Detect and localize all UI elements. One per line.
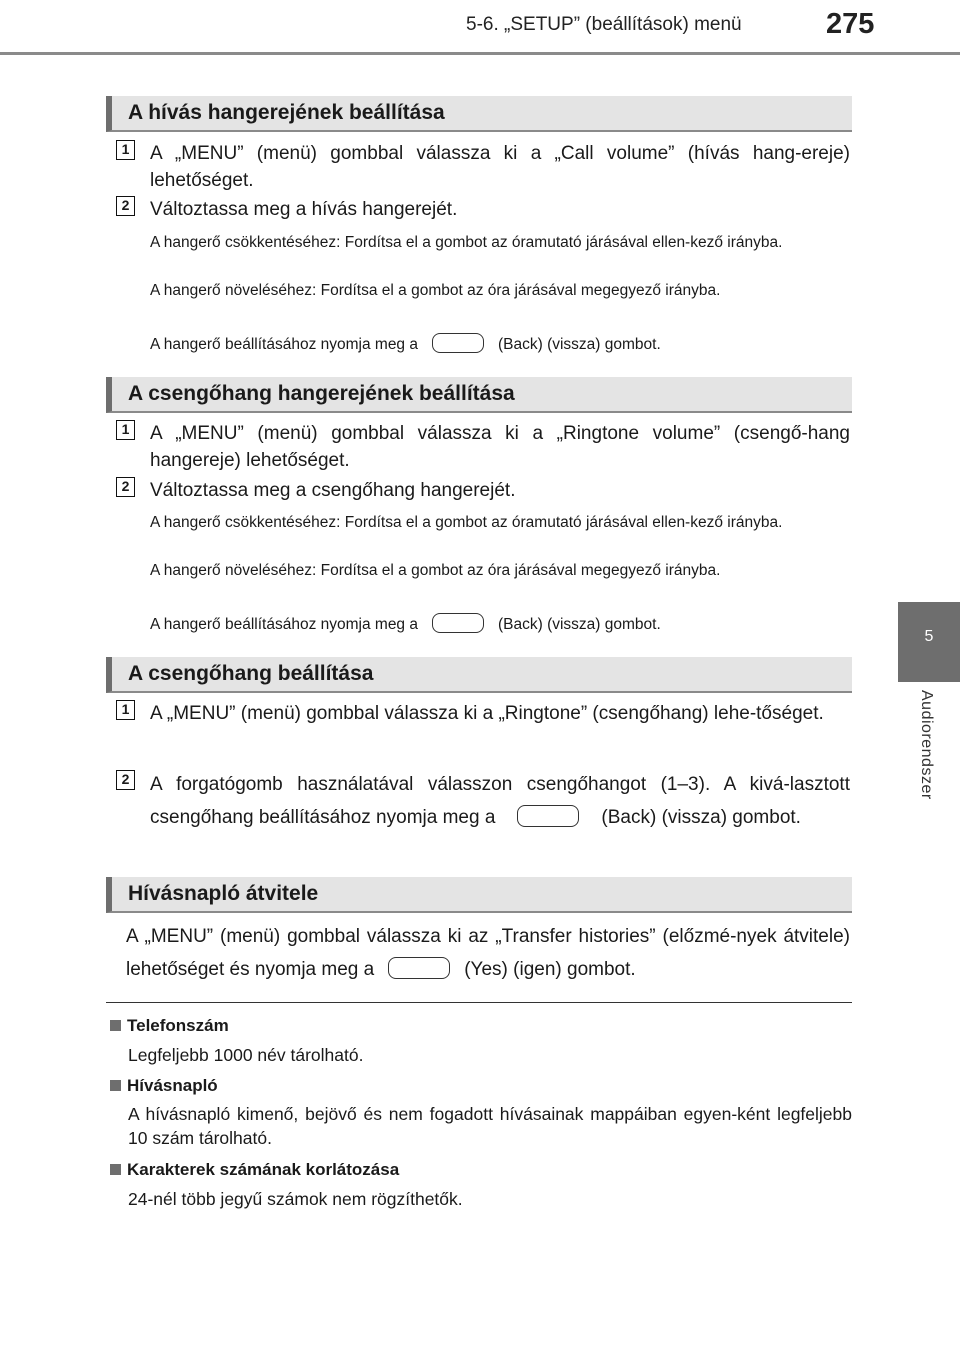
running-header: 5-6. „SETUP” (beállítások) menü [466,14,742,35]
chapter-label: Audiorendszer [918,690,935,800]
note-heading [110,1160,399,1180]
section-heading-text: A csengőhang hangerejének beállítása [128,382,515,405]
note-title: Karakterek számának korlátozása [127,1160,400,1179]
section-text-part: (Yes) (igen) gombot. [464,959,636,980]
note-title: Hívásnapló [127,1076,218,1095]
step-text-part: (Back) (vissza) gombot. [601,807,801,828]
section-heading-ringtone [106,657,852,693]
step-text [150,768,850,834]
step-note-back [150,335,850,355]
back-button-icon [517,805,579,827]
note-heading [110,1076,218,1096]
section-heading-ringtone-volume [106,377,852,413]
note-body: Legfeljebb 1000 név tárolható. [128,1045,364,1065]
section-heading-text: Hívásnapló átvitele [128,882,319,905]
step-number: 2 [116,770,135,790]
step-number: 2 [116,196,135,216]
step-text: A „MENU” (menü) gombbal válassza ki a „Ringtone volume” (csengő-hang hangereje) lehetőséget. [150,423,850,471]
note-heading [110,1016,229,1036]
step-text-part: A forgatógomb használatával válasszon csengőhangot (1–3). A kivá-lasztott csengőhang beállításához nyomja meg a [150,774,850,828]
section-heading-text: A hívás hangerejének beállítása [128,101,445,124]
step-text: Változtassa meg a csengőhang hangerejét. [150,480,516,501]
square-bullet-icon [110,1020,121,1031]
yes-button-icon [388,957,450,979]
step-number: 1 [116,700,135,720]
square-bullet-icon [110,1080,121,1091]
section-text-part: A „MENU” (menü) gombbal válassza ki az „Transfer histories” (előzmé-nyek átvitele) lehetőséget és nyomja meg a [126,926,850,980]
note-text: (Back) (vissza) gombot. [497,336,661,354]
step-note: A hangerő növeléséhez: Fordítsa el a gombot az óra járásával megegyező irányba. [150,562,721,579]
chapter-tab [898,602,960,682]
section-heading-call-volume [106,96,852,132]
note-body: 24-nél több jegyű számok nem rögzíthetők. [128,1189,463,1209]
step-note: A hangerő csökkentéséhez: Fordítsa el a gombot az óramutató járásával ellen-kező irányba. [150,234,783,251]
step-text: A „MENU” (menü) gombbal válassza ki a „Call volume” (hívás hang-ereje) lehetőséget. [150,143,850,191]
section-text [126,920,850,986]
step-text: A „MENU” (menü) gombbal válassza ki a „Ringtone” (csengőhang) lehe-tőséget. [150,703,824,724]
step-note: A hangerő csökkentéséhez: Fordítsa el a gombot az óramutató járásával ellen-kező irányba. [150,514,783,531]
page-number: 275 [826,8,875,40]
chapter-number: 5 [924,628,934,645]
step-note: A hangerő növeléséhez: Fordítsa el a gombot az óra járásával megegyező irányba. [150,282,721,299]
section-heading-text: A csengőhang beállítása [128,662,374,685]
step-text: Változtassa meg a hívás hangerejét. [150,199,458,220]
back-button-icon [432,333,484,353]
step-number: 2 [116,477,135,497]
note-text: A hangerő beállításához nyomja meg a [150,336,418,354]
section-heading-transfer-history [106,877,852,913]
section-divider [106,1002,852,1003]
step-number: 1 [116,140,135,160]
header-rule [0,52,960,55]
note-text: A hangerő beállításához nyomja meg a [150,616,418,634]
step-note-back [150,615,850,635]
step-number: 1 [116,420,135,440]
back-button-icon [432,613,484,633]
note-title: Telefonszám [127,1016,229,1035]
square-bullet-icon [110,1164,121,1175]
note-text: (Back) (vissza) gombot. [497,616,661,634]
note-body: A hívásnapló kimenő, bejövő és nem fogadott hívásainak mappáiban egyen-ként legfeljebb 10 szám tárolható. [128,1104,852,1148]
